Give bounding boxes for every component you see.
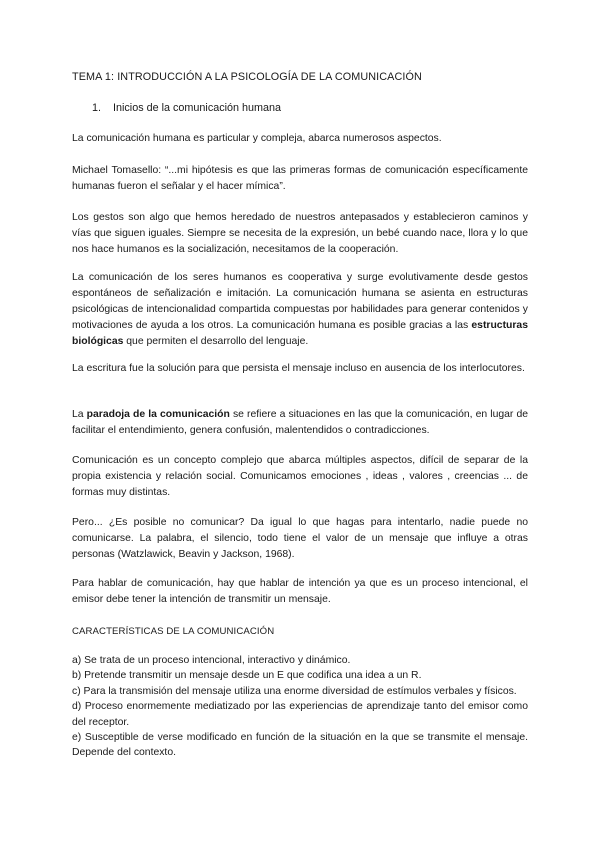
paragraph-paradox-start: La [72, 409, 87, 420]
characteristics-list [72, 653, 528, 761]
paragraph-writing: La escritura fue la solución para que persista el mensaje incluso en ausencia de los interlocutores. [72, 363, 525, 374]
list-item: d) Proceso enormemente mediatizado por las experiencias de aprendizaje tanto del emisor como del receptor. [72, 701, 528, 728]
section-label: Inicios de la comunicación humana [113, 102, 282, 114]
paragraph-intention: Para hablar de comunicación, hay que hablar de intención ya que es un proceso intencional, el emisor debe tener la intención de transmitir un mensaje. [72, 578, 528, 605]
list-item: a) Se trata de un proceso intencional, interactivo y dinámico. [72, 655, 351, 666]
paragraph-gestures: Los gestos son algo que hemos heredado de nuestros antepasados y establecieron caminos y vías que siguen iguales. Siempre se necesita de la expresión, un bebé cuando nace, llora y lo que nos hace humanos es la socialización, necesitamos de la cooperación. [72, 212, 528, 255]
paragraph-cooperative [72, 270, 528, 350]
document-page [72, 0, 528, 848]
paragraph-1: La comunicación humana es particular y compleja, abarca numerosos aspectos. [72, 133, 442, 144]
characteristics-heading: CARACTERÍSTICAS DE LA COMUNICACIÓN [72, 626, 275, 637]
paragraph-not-communicate: Pero... ¿Es posible no comunicar? Da igual lo que hagas para intentarlo, nadie puede no comunicarse. La palabra, el silencio, todo tiene el valor de un mensaje que influye a otras personas (Watzlawick, Beavin y Jackson, 1968). [72, 517, 528, 560]
paragraph-cooperative-text: La comunicación de los seres humanos es cooperativa y surge evolutivamente desde gestos espontáneos de señalización e imitación. La comunicación humana se asienta en estructuras psicológicas de intencionalidad compartida compuestas por habilidades para generar contenidos y motivaciones de ayuda a los otros. La comunicación humana es posible gracias a las [72, 272, 528, 331]
paragraph-cooperative-end: que permiten el desarrollo del lenguaje. [123, 336, 309, 347]
section-number: 1. [92, 102, 102, 114]
bold-biological-structures: estructuras biológicas [72, 320, 528, 347]
section-heading [92, 102, 281, 114]
document-title: TEMA 1: INTRODUCCIÓN A LA PSICOLOGÍA DE LA COMUNICACIÓN [72, 71, 422, 83]
list-item: e) Susceptible de verse modificado en función de la situación en la que se transmite el mensaje. Depende del contexto. [72, 732, 528, 759]
bold-communication-paradox: paradoja de la comunicación [86, 409, 230, 420]
list-item: b) Pretende transmitir un mensaje desde un E que codifica una idea a un R. [72, 670, 422, 682]
list-item: c) Para la transmisión del mensaje utiliza una enorme diversidad de estímulos verbales y físicos. [72, 685, 517, 697]
paragraph-paradox-text: se refiere a situaciones en las que la comunicación, en lugar de facilitar el entendimiento, genera confusión, malentendidos o contradicciones. [72, 409, 529, 436]
paragraph-tomasello-quote: Michael Tomasello: “...mi hipótesis es que las primeras formas de comunicación específicamente humanas fueron el señalar y el hacer mímica”. [72, 165, 528, 192]
paragraph-paradox [72, 407, 528, 439]
paragraph-concept: Comunicación es un concepto complejo que abarca múltiples aspectos, difícil de separar de la propia existencia y relación social. Comunicamos emociones , ideas , valores , creencias ... de formas muy distintas. [72, 455, 528, 498]
